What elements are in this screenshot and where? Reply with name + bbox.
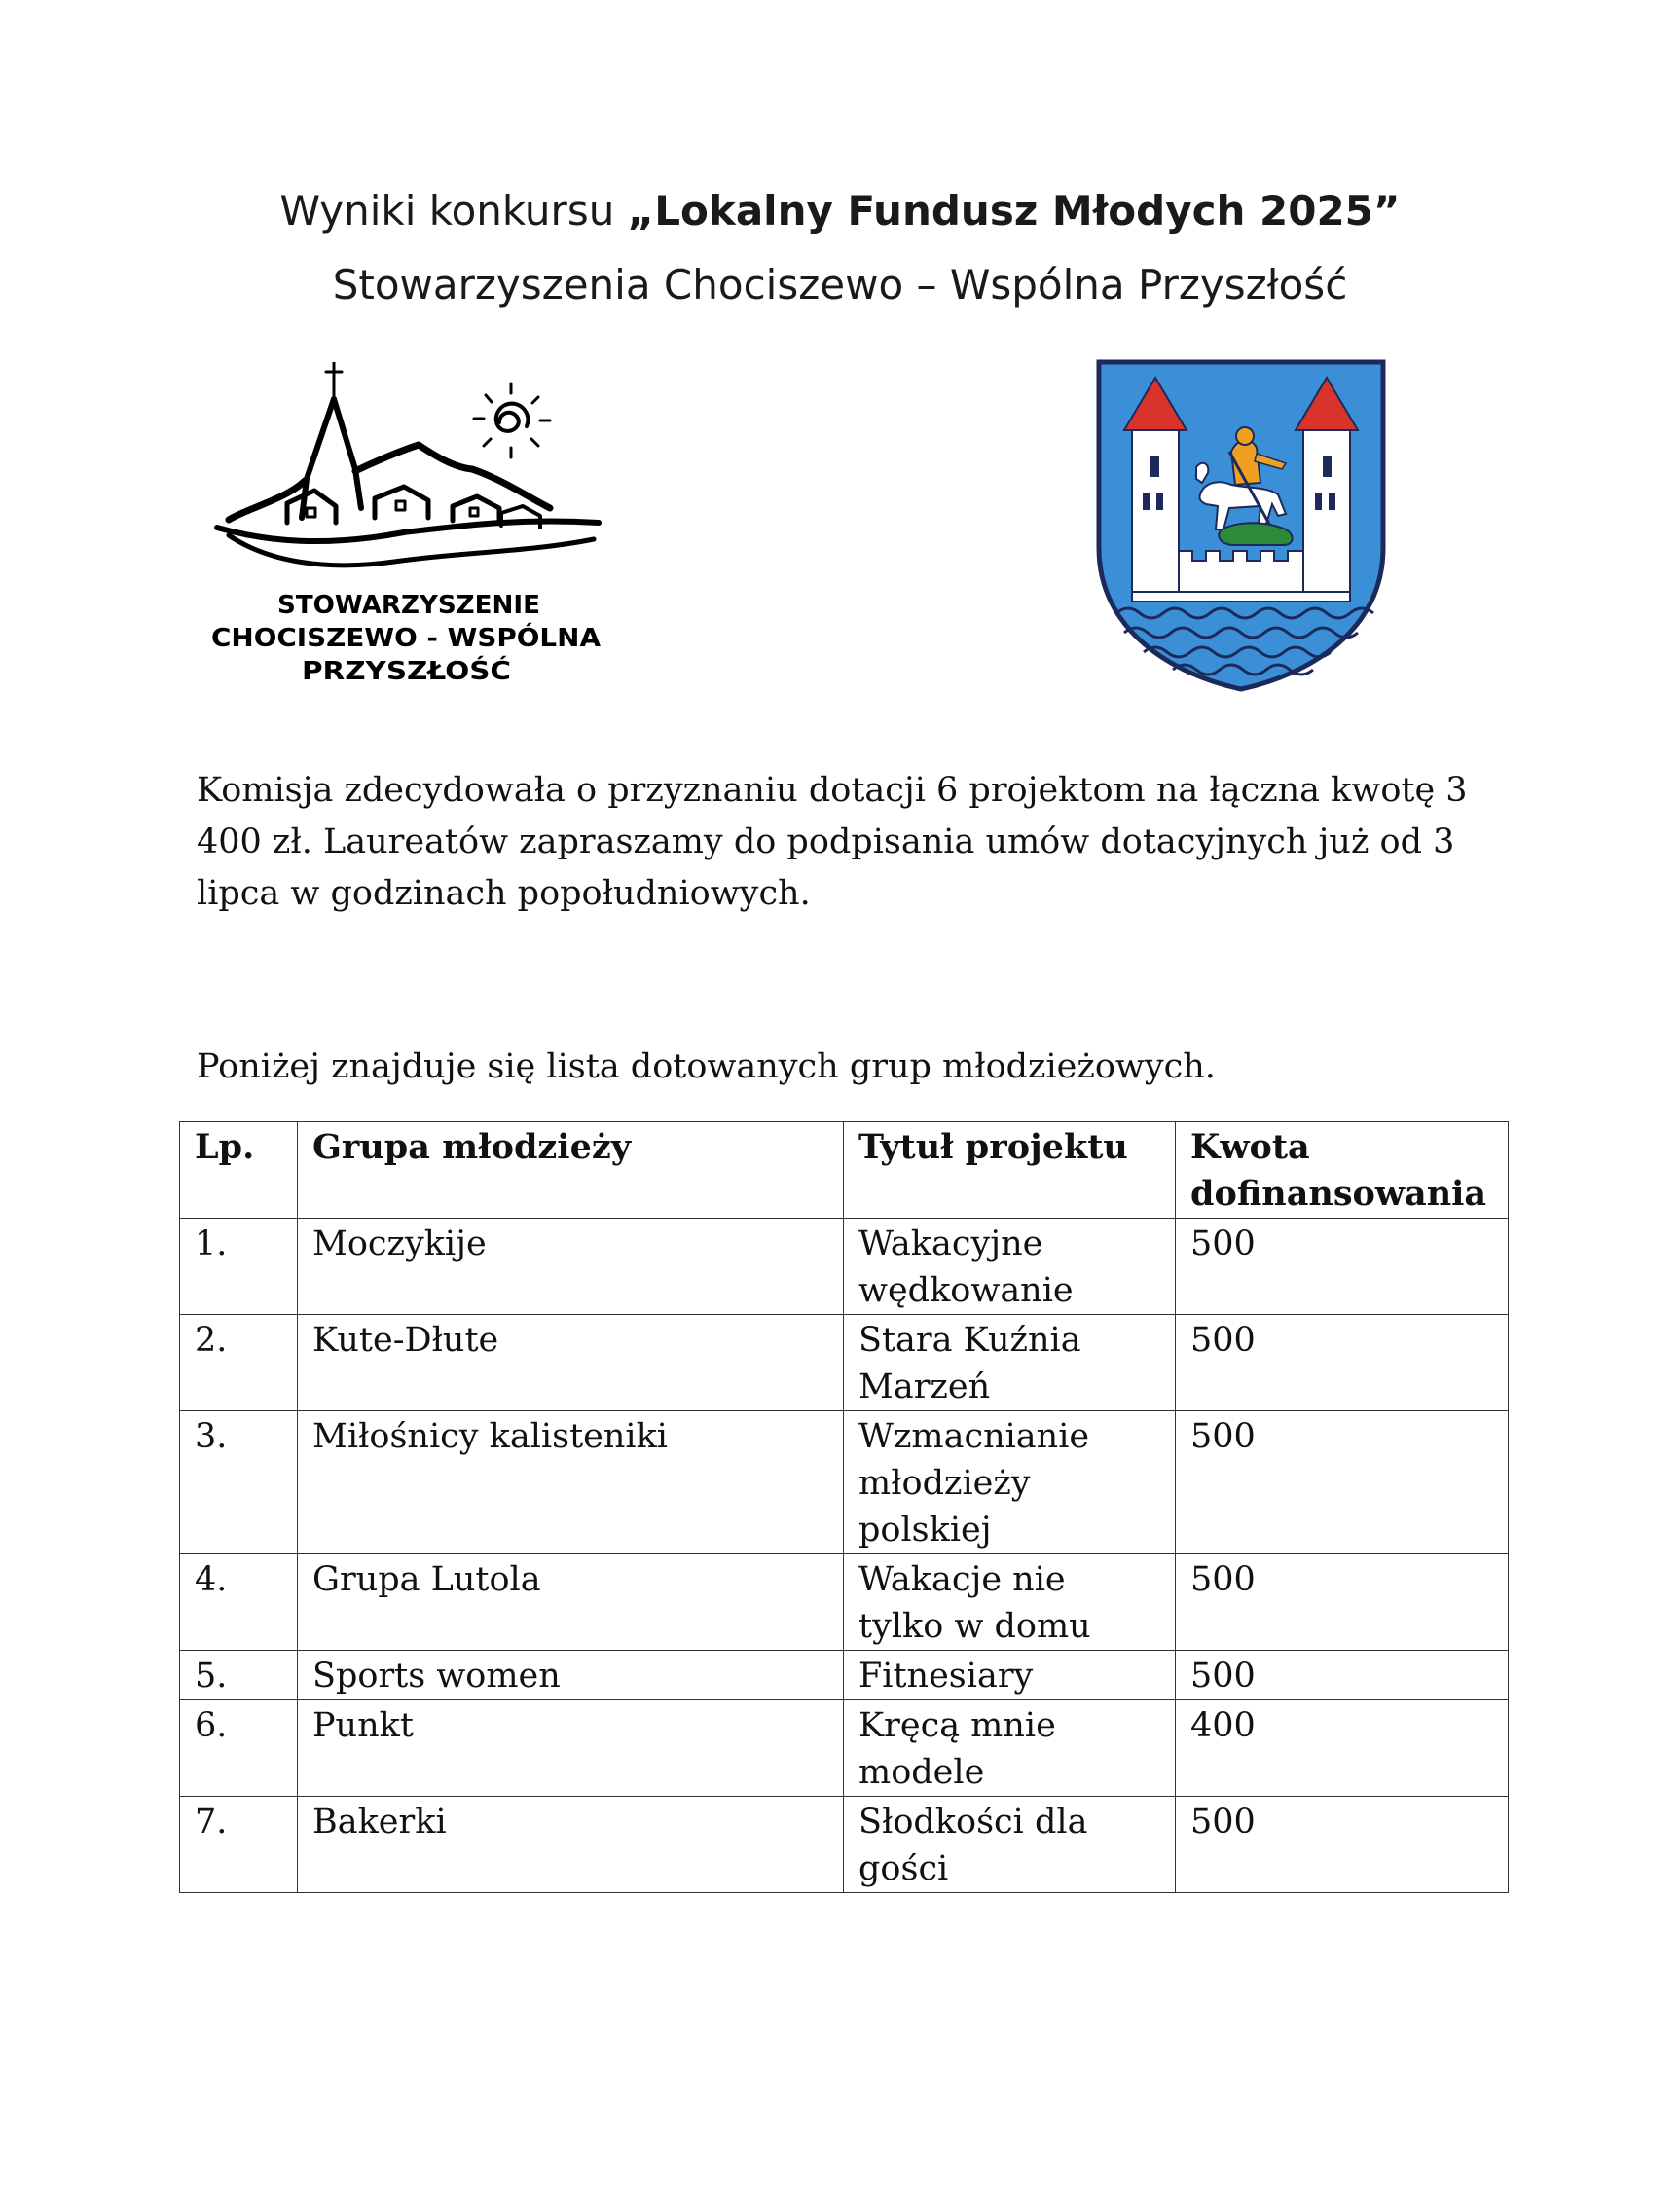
cell-amount: 500 [1176,1554,1509,1651]
cell-group: Punkt [298,1700,844,1797]
cell-lp: 6. [180,1700,298,1797]
logo-text-line-1: STOWARZYSZENIE [277,591,540,620]
cell-group: Moczykije [298,1219,844,1315]
table-row [180,1219,1509,1315]
cell-lp: 7. [180,1797,298,1893]
cell-amount: 400 [1176,1700,1509,1797]
title-prefix: Wyniki konkursu [279,187,628,235]
list-intro: Poniżej znajduje się lista dotowanych grup młodzieżowych. [197,1047,1216,1086]
coat-of-arms [1095,358,1387,694]
cell-group: Kute-Dłute [298,1315,844,1411]
cell-amount: 500 [1176,1219,1509,1315]
header-group: Grupa młodzieży [298,1122,844,1219]
cell-amount: 500 [1176,1411,1509,1554]
logo-text-line-2: CHOCISZEWO - WSPÓLNA [211,624,575,653]
table-row [180,1554,1509,1651]
cell-title: Kręcą mnie modele [844,1700,1176,1797]
cell-group: Sports women [298,1651,844,1700]
title-bold: „Lokalny Fundusz Młodych 2025” [627,187,1401,235]
grants-table [179,1121,1509,1893]
logo-text-line-3: PRZYSZŁOŚĆ [302,657,488,686]
header-lp: Lp. [180,1122,298,1219]
page-subtitle: Stowarzyszenia Chociszewo – Wspólna Przyszłość [332,261,1348,309]
cell-lp: 4. [180,1554,298,1651]
cell-group: Miłośnicy kalisteniki [298,1411,844,1554]
cell-lp: 5. [180,1651,298,1700]
cell-lp: 1. [180,1219,298,1315]
cell-amount: 500 [1176,1315,1509,1411]
cell-title: Wzmacnianie młodzieży polskiej [844,1411,1176,1554]
table-row [180,1315,1509,1411]
cell-title: Wakacje nie tylko w domu [844,1554,1176,1651]
association-logo [209,362,608,693]
cell-amount: 500 [1176,1651,1509,1700]
cell-title: Słodkości dla gości [844,1797,1176,1893]
cell-group: Grupa Lutola [298,1554,844,1651]
header-title: Tytuł projektu [844,1122,1176,1219]
table-row [180,1651,1509,1700]
page-title [0,187,1680,235]
header-amount: Kwota dofinansowania [1176,1122,1509,1219]
cell-lp: 2. [180,1315,298,1411]
cell-lp: 3. [180,1411,298,1554]
cell-title: Fitnesiary [844,1651,1176,1700]
cell-title: Wakacyjne wędkowanie [844,1219,1176,1315]
cell-amount: 500 [1176,1797,1509,1893]
table-row [180,1700,1509,1797]
intro-paragraph: Komisja zdecydowała o przyznaniu dotacji 6 projektom na łączna kwotę 3 400 zł. Laureatów zapraszamy do podpisania umów dotacyjnych już od 3 lipca w godzinach popołudniowych. [197,771,1468,913]
cell-group: Bakerki [298,1797,844,1893]
table-row [180,1797,1509,1893]
table-row [180,1411,1509,1554]
cell-title: Stara Kuźnia Marzeń [844,1315,1176,1411]
table-header-row [180,1122,1509,1219]
